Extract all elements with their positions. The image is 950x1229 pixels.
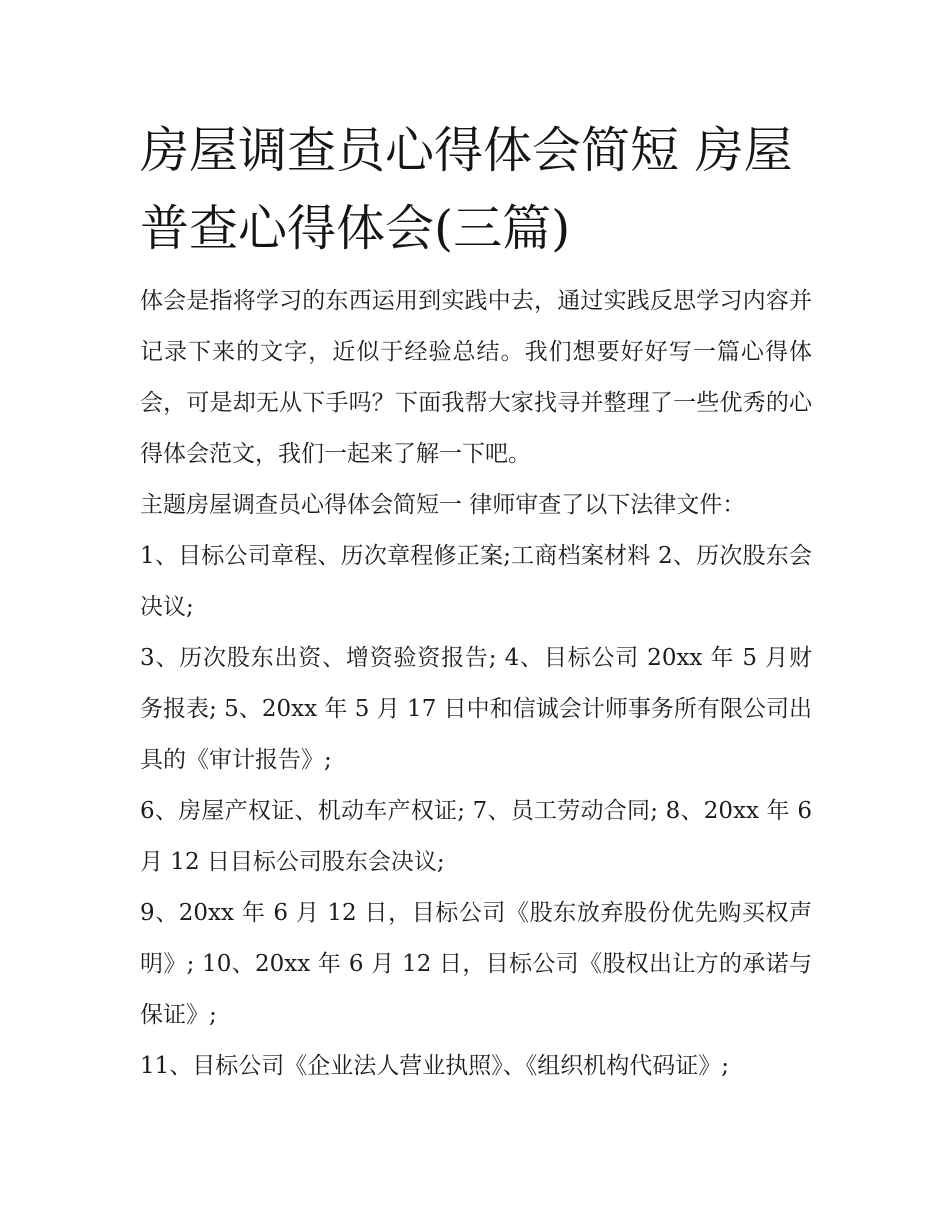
list-item-11: 11、目标公司《企业法人营业执照》、《组织机构代码证》; <box>140 1053 730 1079</box>
document-title: 房屋调查员心得体会简短 房屋普查心得体会(三篇) <box>140 122 793 257</box>
list-item-1: 1、目标公司章程、历次章程修正案;工商档案材料 2、历次股东会决议; <box>140 543 812 620</box>
document-page <box>140 112 812 1092</box>
list-item-3: 3、历次股东出资、增资验资报告; 4、目标公司 20xx 年 5 月财务报表; 5、20xx 年 5 月 17 日中和信诚会计师事务所有限公司出具的《审计报告》; <box>140 645 812 773</box>
list-item-6: 6、房屋产权证、机动车产权证; 7、员工劳动合同; 8、20xx 年 6 月 12 日目标公司股东会决议; <box>140 798 812 875</box>
intro-paragraph: 体会是指将学习的东西运用到实践中去，通过实践反思学习内容并记录下来的文字，近似于经验总结。我们想要好好写一篇心得体会，可是却无从下手吗？下面我帮大家找寻并整理了一些优秀的心得体会范文，我们一起来了解一下吧。 <box>140 288 812 467</box>
section-heading-paragraph: 主题房屋调查员心得体会简短一 律师审查了以下法律文件： <box>140 492 746 518</box>
list-item-9: 9、20xx 年 6 月 12 日，目标公司《股东放弃股份优先购买权声明》; 10、20xx 年 6 月 12 日，目标公司《股权出让方的承诺与保证》; <box>140 900 812 1028</box>
